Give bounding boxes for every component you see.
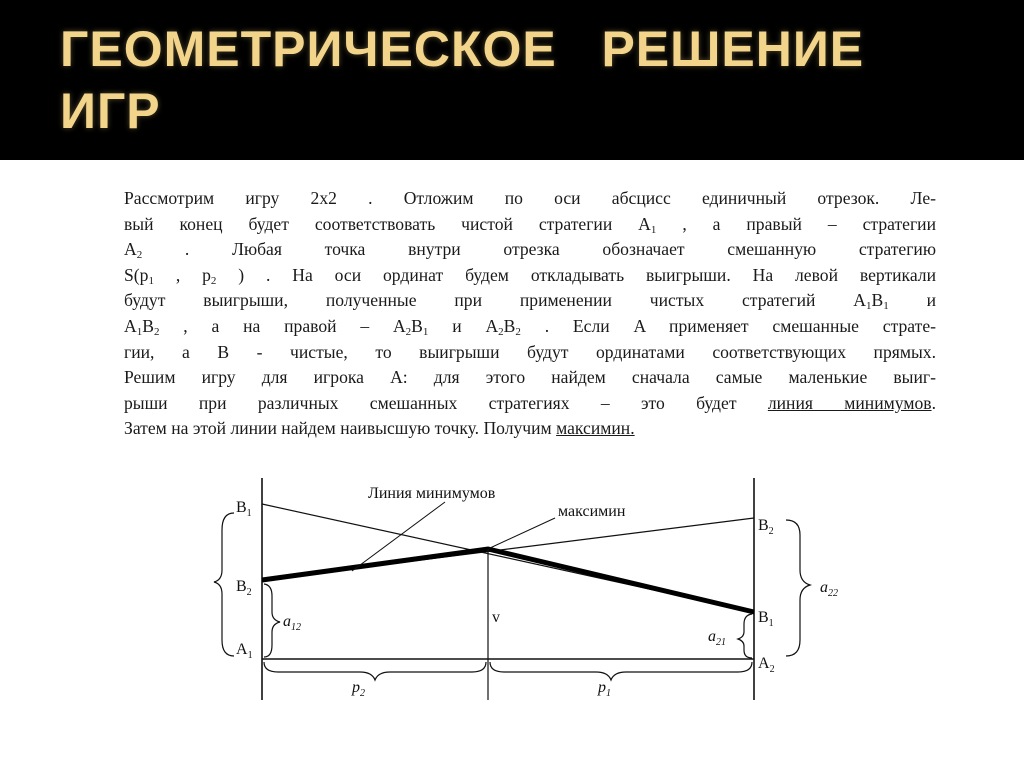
label-a21: $a_{21}$	[708, 628, 726, 648]
leader-maximin	[490, 518, 555, 548]
label-left-B2: $B_2$	[236, 578, 252, 598]
brace-a21	[738, 614, 752, 658]
text-line-10: Затем на этой линии найдем наивысшую точку. Получим максимин.	[124, 418, 635, 439]
slide-title-line-1: ГЕОМЕТРИЧЕСКОЕ РЕШЕНИЕ	[60, 21, 865, 77]
label-v: v	[492, 609, 500, 626]
label-a12: $a_{12}$	[283, 613, 301, 633]
text-line-8: Решим игру для игрока A: для этого найдем сначала самые маленькие выиг-	[124, 367, 936, 388]
slide-title-line-2: ИГР	[60, 83, 161, 139]
label-maximin: максимин	[558, 503, 626, 520]
text-line-9: рыши при различных смешанных стратегиях – это будет линия минимумов.	[124, 392, 936, 413]
label-left-A1: $A_1$	[236, 641, 253, 661]
term-maximin: максимин.	[556, 418, 635, 439]
label-a22: $a_{22}$	[820, 579, 838, 599]
text-line-5: будут выигрыши, полученные при применении чистых стратегий $A_1B_1$ и	[124, 290, 936, 313]
brace-p2	[264, 662, 486, 680]
text-line-3: $A_2$ . Любая точка внутри отрезка обозначает смешанную стратегию	[124, 239, 936, 262]
label-right-A2: $A_2$	[758, 655, 775, 675]
brace-a12	[264, 584, 280, 657]
label-left-B1: $B_1$	[236, 499, 252, 519]
text-line-1: Рассмотрим игру 2x2 . Отложим по оси абсцисс единичный отрезок. Ле-	[124, 188, 936, 208]
term-min-line: линия минимумов	[767, 392, 932, 413]
text-line-6: $A_1B_2$ , а на правой – $A_2B_1$ и $A_2B_2$ . Если A применяет смешанные страте-	[124, 315, 936, 338]
text-line-7: гии, а B - чистые, то выигрыши будут ординатами соответствующих прямых.	[124, 341, 936, 362]
label-min-line: Линия минимумов	[368, 485, 496, 502]
brace-left-outer	[214, 513, 234, 656]
text-line-2: вый конец будет соответствовать чистой стратегии $A_1$ , а правый – стратегии	[124, 213, 936, 236]
label-right-B1: $B_1$	[758, 609, 774, 629]
label-p2: $p_2$	[352, 679, 365, 699]
label-p1: $p_1$	[598, 679, 611, 699]
brace-p1	[490, 662, 752, 680]
label-right-B2: $B_2$	[758, 517, 774, 537]
brace-a22	[786, 520, 810, 656]
text-line-4: $S(p_1$ , $p_2$ ) . На оси ординат будем откладывать выигрыши. На левой вертикали	[124, 264, 936, 287]
